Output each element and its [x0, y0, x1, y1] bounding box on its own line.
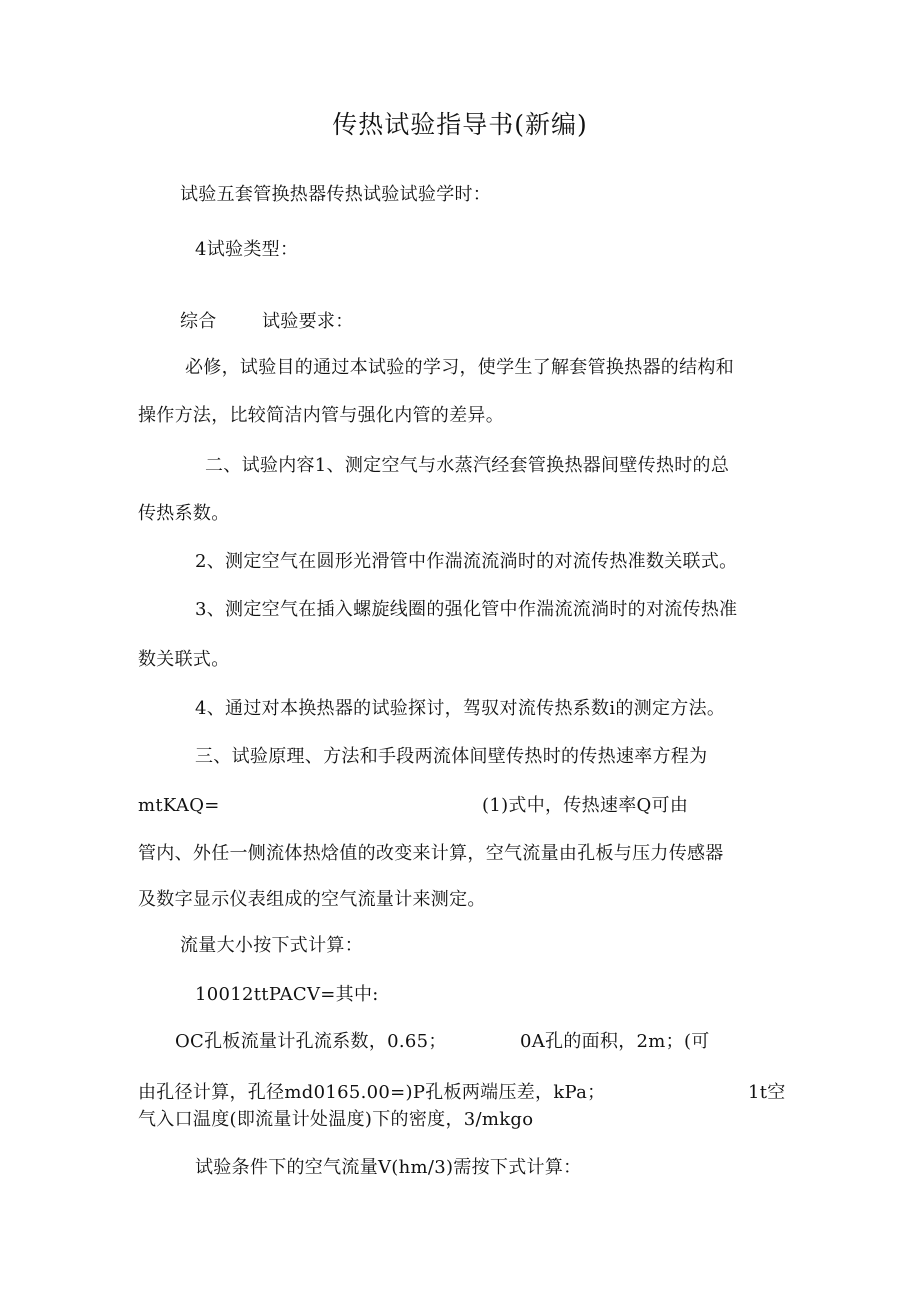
- paragraph-line: (1)式中，传热速率Q可由: [482, 795, 689, 816]
- paragraph-line: 气入口温度(即流量计处温度)下的密度，3/mkgo: [138, 1109, 534, 1130]
- paragraph-line: 操作方法，比较简洁内管与强化内管的差异。: [138, 405, 504, 426]
- paragraph-line: 4试验类型：: [195, 239, 299, 260]
- equation-text: mtKAQ=: [138, 795, 220, 816]
- equation-text: 10012ttPACV=其中:: [195, 984, 379, 1005]
- paragraph-line: 必修，试验目的通过本试验的学习，使学生了解套管换热器的结构和: [185, 357, 734, 378]
- paragraph-line: 4、通过对本换热器的试验探讨，驾驭对流传热系数i的测定方法。: [195, 698, 726, 719]
- paragraph-line: 3、测定空气在插入螺旋线圈的强化管中作湍流流淌时的对流传热准: [195, 599, 738, 620]
- paragraph-line: OC孔板流量计孔流系数，0.65；: [175, 1031, 447, 1052]
- paragraph-line: 2、测定空气在圆形光滑管中作湍流流淌时的对流传热准数关联式。: [195, 551, 738, 572]
- paragraph-line: 1t空: [748, 1082, 786, 1103]
- paragraph-line: 综合: [180, 311, 217, 332]
- paragraph-line: 0A孔的面积，2m；(可: [520, 1031, 710, 1052]
- paragraph-line: 三、试验原理、方法和手段两流体间壁传热时的传热速率方程为: [195, 746, 708, 767]
- paragraph-line: 由孔径计算，孔径md0165.00=)P孔板两端压差，kPa；: [138, 1082, 606, 1103]
- paragraph-line: 及数字显示仪表组成的空气流量计来测定。: [138, 889, 486, 910]
- paragraph-line: 管内、外任一侧流体热焓值的改变来计算，空气流量由孔板与压力传感器: [138, 843, 724, 864]
- paragraph-line: 试验五套管换热器传热试验试验学时：: [180, 184, 492, 205]
- paragraph-line: 流量大小按下式计算：: [180, 935, 363, 956]
- paragraph-line: 试验条件下的空气流量V(hm/3)需按下式计算：: [195, 1157, 582, 1178]
- paragraph-line: 试验要求：: [262, 311, 354, 332]
- paragraph-line: 数关联式。: [138, 649, 230, 670]
- document-title: 传热试验指导书(新编): [332, 110, 588, 139]
- paragraph-line: 二、试验内容1、测定空气与水蒸汽经套管换热器间壁传热时的总: [205, 455, 730, 476]
- paragraph-line: 传热系数。: [138, 503, 230, 524]
